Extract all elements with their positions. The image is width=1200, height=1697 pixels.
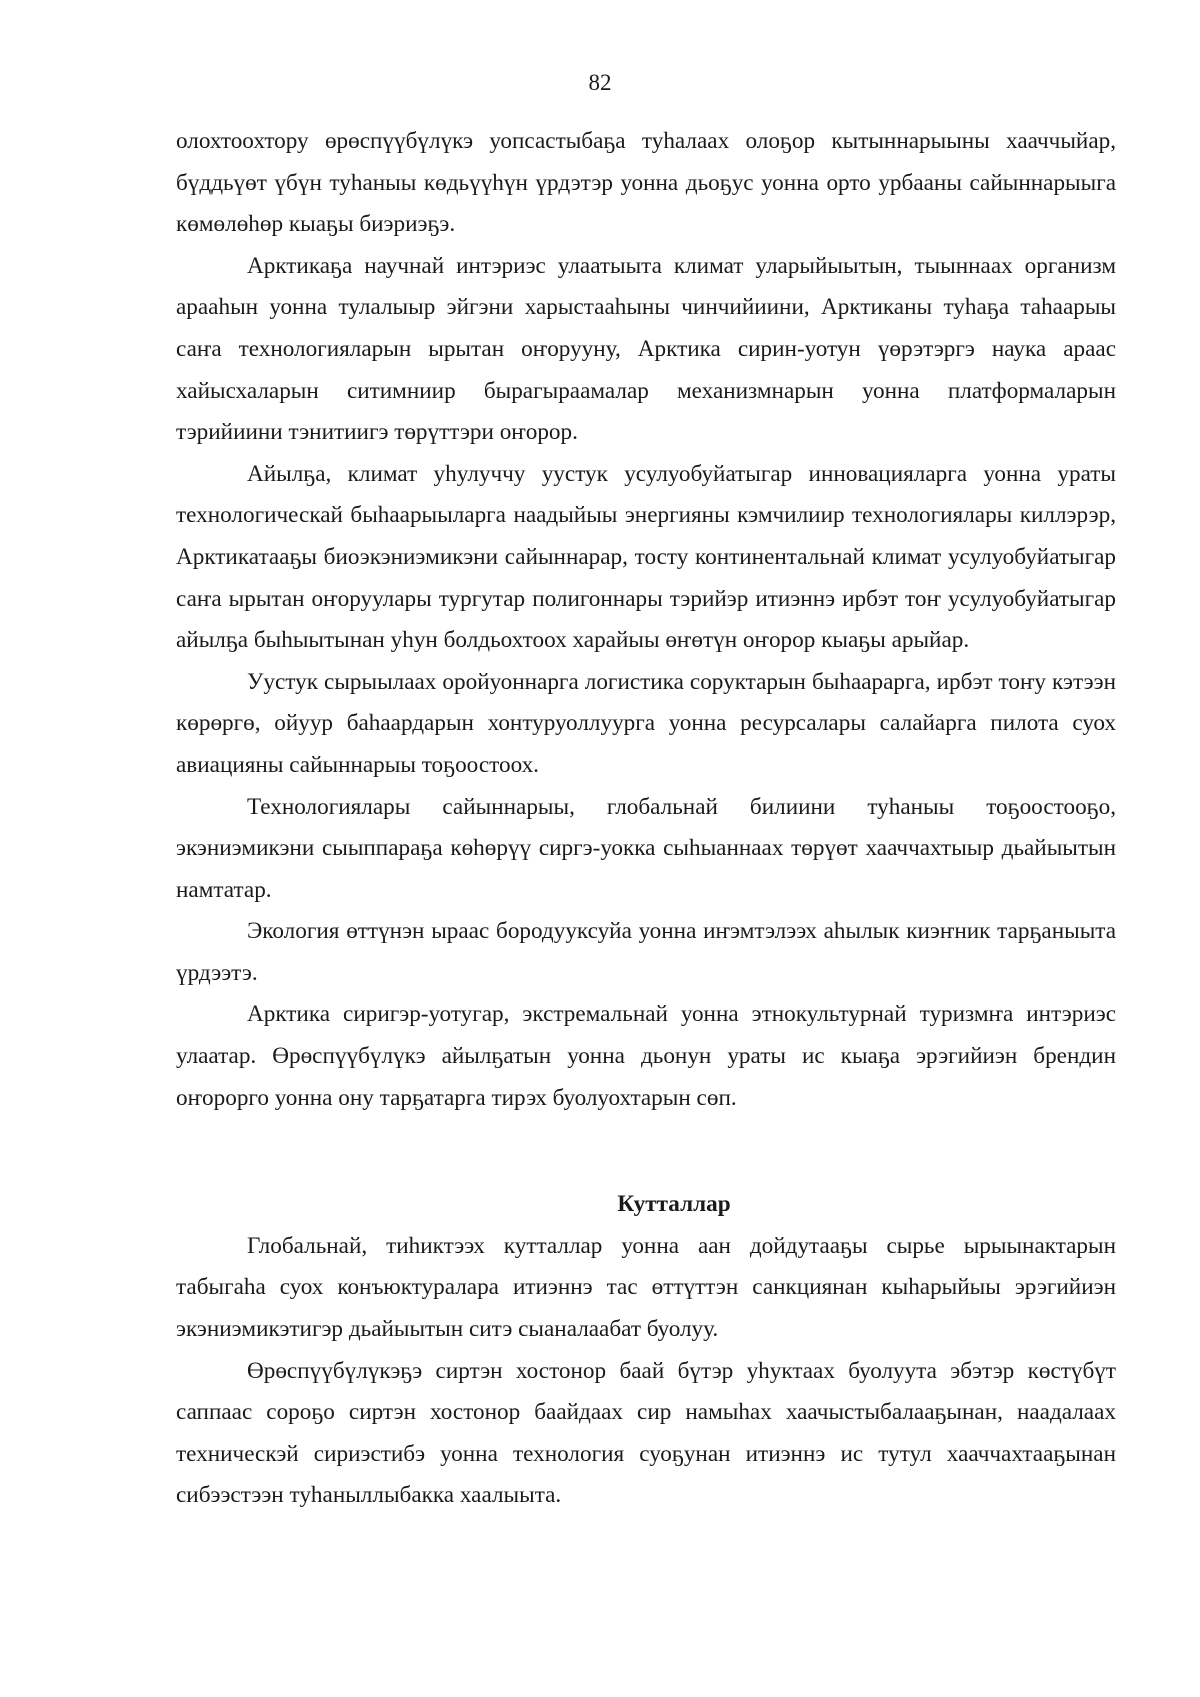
paragraph-3: Айылҕа, климат уһулуччу уустук усулуобуйатыгар инновацияларга уонна ураты технологическай быһаарыыларга наадыйыы энергияны кэмчилиир технологиялары киллэрэр, Арктикатааҕы биоэкэниэмикэни сайыннарар, тосту континентальнай климат усулуобуйатыгар саҥа ырытан оҥоруулары тургутар полигоннары тэрийэр итиэннэ ирбэт тоҥ усулуобуйатыгар айылҕа быһыытынан уһун болдьохтоох харайыы өҥөтүн оҥорор кыаҕы арыйар. (176, 460, 1116, 654)
document-body (176, 121, 1116, 1517)
paragraph-7: Арктика сиригэр-уотугар, экстремальнай уонна этнокультурнай туризмҥа интэриэс улаатар. Өрөспүүбүлүкэ айылҕатын уонна дьонун ураты ис кыаҕа эрэгийиэн брендин оҥорорго уонна ону тарҕатарга тирэх буолуохтарын сөп. (176, 1001, 1116, 1111)
paragraph-6: Экология өттүнэн ыраас бородууксуйа уонна иҥэмтэлээх аһылык киэҥник тарҕаныыта үрдээтэ. (176, 918, 1116, 986)
section-paragraph-1: Глобальнай, тиһиктээх кутталлар уонна аан дойдутааҕы сырье ырыынактарын табыгаһа суох конъюктуралара итиэннэ тас өттүттэн санкциянан кыһарыйыы эрэгийиэн экэниэмикэтигэр дьайыытын ситэ сыаналаабат буолуу. (176, 1232, 1116, 1343)
paragraph-2: Арктикаҕа научнай интэриэс улаатыыта климат уларыйыытын, тыыннаах организм арааһын уонна тулалыыр эйгэни харыстааһыны чинчийиини, Арктиканы туһаҕа таһаарыы саҥа технологияларын ырытан оҥорууну, Арктика сирин-уотун үөрэтэргэ наука араас хайысхаларын ситимниир бырагыраамалар механизмнарын уонна платформаларын тэрийиини тэнитиигэ төрүттэри оҥорор. (176, 252, 1116, 446)
page-number: 82 (588, 70, 612, 95)
paragraph-4: Уустук сырыылаах оройуоннарга логистика соруктарын быһаарарга, ирбэт тоҥу кэтээн көрөргө, ойуур баһаардарын хонтуруоллуурга уонна ресурсалары салайарга пилота суох авиацияны сайыннарыы тоҕоостоох. (176, 668, 1116, 778)
paragraph-5: Технологиялары сайыннарыы, глобальнай билиини туһаныы тоҕоостооҕо, экэниэмикэни сыыппараҕа көһөрүү сиргэ-уокка сыһыаннаах төрүөт хааччахтыыр дьайыытын намтатар. (176, 793, 1116, 903)
section-paragraph-2: Өрөспүүбүлүкэҕэ сиртэн хостонор баай бүтэр уһуктаах буолуута эбэтэр көстүбүт саппаас сороҕо сиртэн хостонор баайдаах сир намыһах хаачыстыбалааҕынан, наадалаах техническэй сириэстибэ уонна технология суоҕунан итиэннэ ис тутул хааччахтааҕынан сибээстээн туһаныллыбакка хаалыыта. (176, 1357, 1116, 1509)
section-heading: Кутталлар (617, 1191, 731, 1218)
section-spacer (176, 1119, 1116, 1184)
paragraph-1: олохтоохтору өрөспүүбүлүкэ уопсастыбаҕа туһалаах олоҕор кытыннарыыны хааччыйар, бүддьүөт үбүн туһаныы көдьүүһүн үрдэтэр уонна дьоҕус уонна орто урбааны сайыннарыыга көмөлөһөр кыаҕы биэриэҕэ. (176, 128, 1116, 238)
